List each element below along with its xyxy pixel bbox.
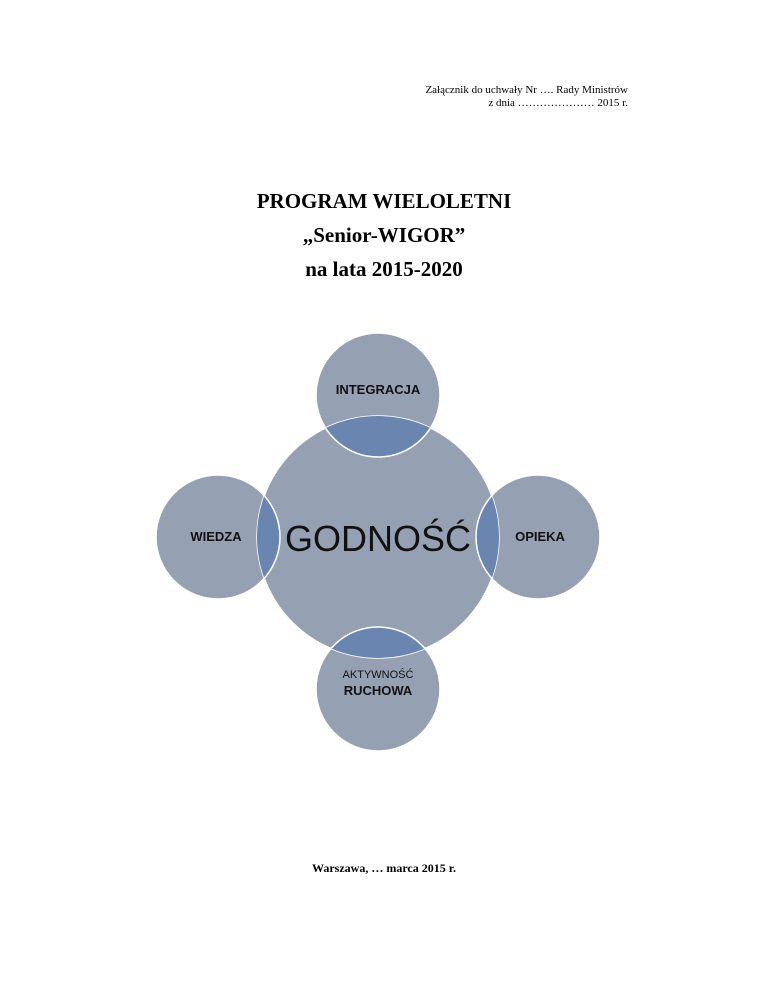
annex-line-2: z dnia ………………… 2015 r. bbox=[488, 97, 628, 109]
label-top: INTEGRACJA bbox=[335, 382, 421, 397]
title-line-1: PROGRAM WIELOLETNI bbox=[256, 189, 512, 213]
label-right: OPIEKA bbox=[515, 529, 565, 544]
place-date: Warszawa, … marca 2015 r. bbox=[312, 861, 456, 875]
title-line-2: „Senior-WIGOR” bbox=[302, 223, 466, 247]
label-left: WIEDZA bbox=[190, 529, 242, 544]
annex-line-1: Załącznik do uchwały Nr …. Rady Ministrów bbox=[425, 84, 628, 96]
title-line-3: na lata 2015-2020 bbox=[305, 257, 463, 281]
label-bottom-small: AKTYWNOŚĆ bbox=[342, 669, 414, 681]
label-center: GODNOŚĆ bbox=[284, 518, 472, 559]
label-bottom-large: RUCHOWA bbox=[343, 683, 413, 698]
